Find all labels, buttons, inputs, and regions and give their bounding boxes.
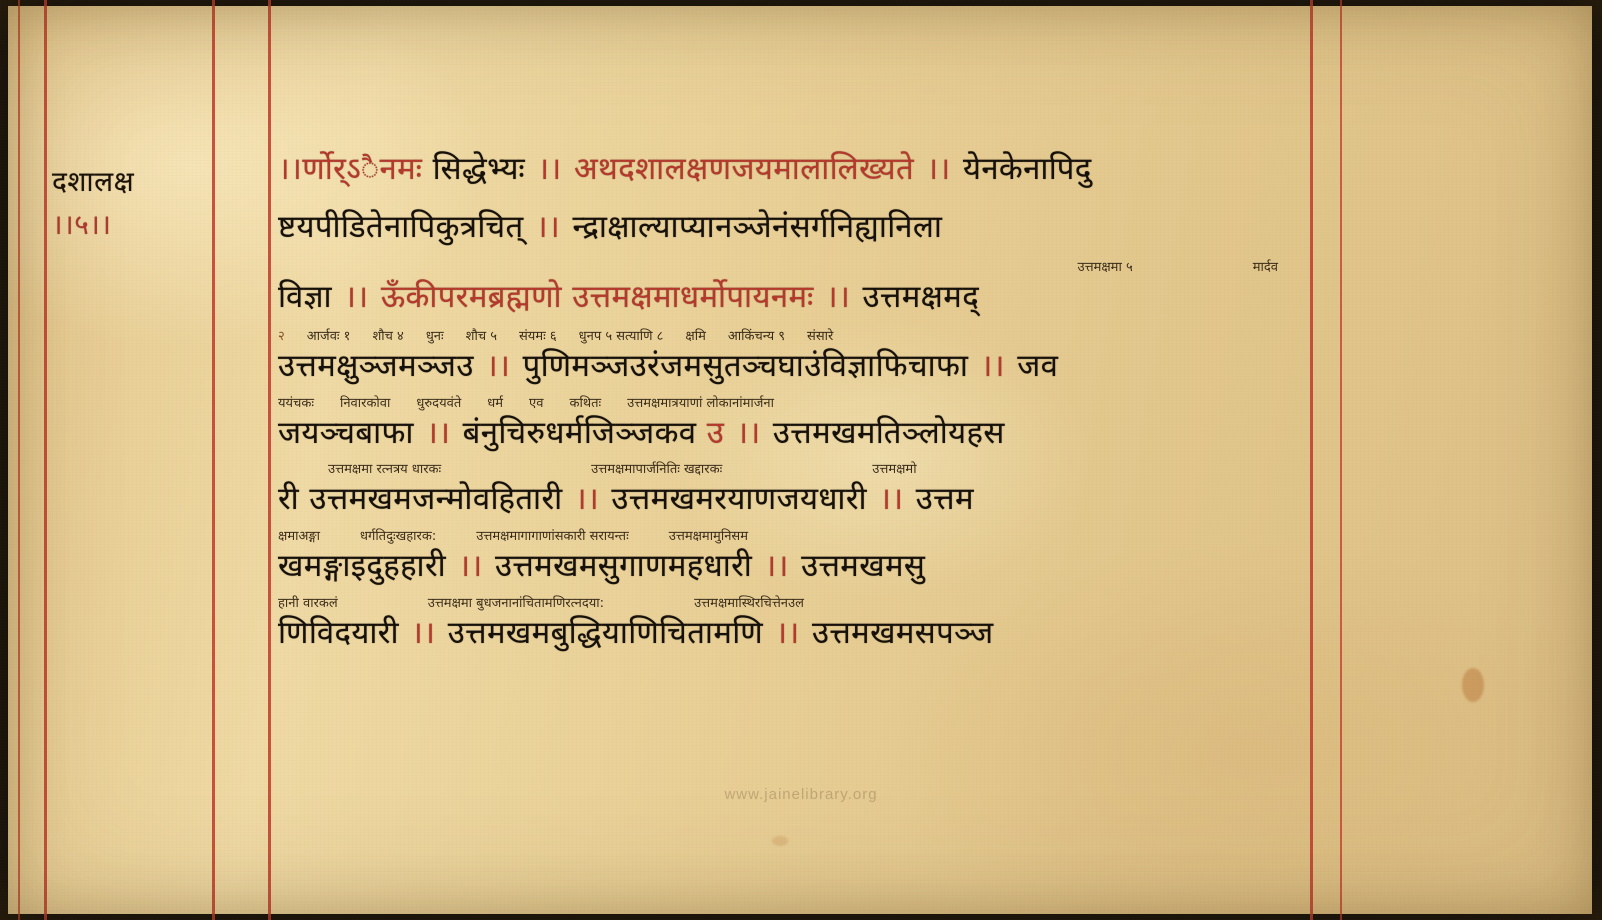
line-5-danda-2: ।। (736, 414, 761, 451)
gloss-item: संसारे (807, 329, 834, 345)
folio-number-label: दशालक्ष (52, 165, 135, 198)
manuscript-text-block (278, 150, 1308, 770)
line-6-seg-4: उत्तम (915, 481, 974, 518)
interlinear-gloss-row (278, 261, 1308, 278)
line-1-seg-4: येनकेनापिदु (962, 151, 1092, 187)
line-3-danda-1: ।। (344, 279, 369, 316)
folio-number-block (52, 160, 202, 247)
manuscript-line (278, 480, 1308, 520)
manuscript-line (278, 414, 1308, 454)
line-5-seg-2: बंनुचिरुधर्मजिञ्जकव (462, 414, 697, 451)
gloss-item: उत्तमक्षमापार्जनितिः खद्दारकः (591, 462, 723, 478)
line-8-danda-2: ।। (775, 614, 800, 651)
manuscript-line (278, 547, 1308, 587)
photo-edge-left (0, 0, 8, 920)
line-4-seg-1: उत्तमक्षुञ्जमञ्जउ (278, 348, 474, 385)
gloss-item: हानी वारकलं (278, 595, 338, 611)
line-8-seg-3: उत्तमखमसपञ्ज (811, 614, 994, 651)
gloss-item: उत्तमक्षमा बुधजनानांचितामणिरत्नदया: (427, 595, 605, 611)
line-1-danda-1: ।। (537, 151, 562, 187)
gloss-item: क्षमाअङ्गा (278, 529, 320, 545)
gloss-item: उत्तमक्षमो (872, 462, 917, 478)
gloss-item: आकिंचन्य ९ (727, 329, 786, 345)
line-2-danda-1: ।। (535, 208, 561, 245)
line-5-danda-1: ।। (426, 414, 451, 451)
gloss-item: धुरुदयवंते (416, 395, 462, 411)
folio-number-value: ।।५।। (52, 208, 112, 242)
line-6-seg-3: उत्तमखमरयाणजयधारी (611, 481, 867, 518)
gloss-item: शौच ५ (465, 329, 498, 345)
gloss-item: मार्दव (1252, 260, 1278, 276)
interlinear-gloss-row (278, 463, 1308, 480)
line-4-seg-3: जव (1017, 348, 1059, 385)
line-4-danda-2: ।। (980, 348, 1005, 385)
line-3-danda-2: ।। (825, 279, 851, 316)
photo-edge-right (1592, 0, 1602, 920)
margin-rule-5 (1310, 0, 1313, 920)
line-3-seg-1: विज्ञा (278, 279, 332, 316)
line-1-seg-1: ।।र्णोर्ऽैनमः (278, 151, 423, 187)
line-5-seg-3: उ (706, 414, 725, 451)
gloss-item: संयमः ६ (519, 329, 557, 345)
margin-rule-6 (1340, 0, 1342, 920)
line-8-seg-1: णिविदयारी (278, 614, 399, 651)
photo-edge-bottom (0, 914, 1602, 920)
gloss-item: एव (529, 395, 544, 411)
interlinear-gloss-row (278, 397, 1308, 414)
line-7-seg-3: उत्तमखमसु (801, 548, 926, 585)
watermark-text: www.jainelibrary.org (724, 786, 878, 803)
line-1-seg-2: सिद्धेभ्यः (432, 151, 526, 187)
line-2-seg-2: न्द्राक्षाल्याप्यानञ्जेनंसर्गनिह्यानिला (572, 208, 943, 245)
manuscript-line (278, 347, 1308, 387)
line-3-seg-2: ऊँकीपरमब्रह्मणो (380, 279, 562, 316)
gloss-item: निवारकोवा (339, 395, 391, 411)
line-7-danda-2: ।। (764, 548, 789, 585)
manuscript-line (278, 614, 1308, 654)
line-6-seg-1: री (278, 481, 300, 518)
line-1-seg-3: अथदशालक्षणजयमालालिख्यते (573, 151, 915, 187)
line-2-seg-1: ष्टयपीडितेनापिकुत्रचित् (278, 208, 524, 245)
manuscript-line (278, 150, 1308, 190)
line-4-danda-1: ।। (485, 348, 511, 385)
line-7-seg-2: उत्तमखमसुगाणमहधारी (494, 548, 753, 585)
line-7-danda-1: ।। (458, 548, 483, 585)
line-5-seg-4: उत्तमखमतिञ्लोयहस (772, 414, 1005, 451)
gloss-item: उत्तमक्षमामुनिसम (668, 529, 748, 545)
line-6-danda-2: ।। (879, 481, 904, 518)
line-6-danda-1: ।। (574, 481, 600, 518)
gloss-item: आर्जवः १ (306, 329, 351, 345)
line-3-seg-3: उत्तमक्षमाधर्मोपायनमः (572, 279, 814, 316)
gloss-item: धर्म (487, 395, 504, 411)
line-7-seg-1: खमङ्गाइदुहहारी (278, 548, 447, 585)
gloss-item: २ (278, 329, 285, 345)
gloss-item: धर्गतिदुःखहारक: (360, 529, 437, 545)
gloss-item: क्षमि (685, 329, 706, 345)
ink-stain-right (1462, 668, 1484, 702)
line-4-seg-2: पुणिमञ्जउरंजमसुतञ्चघाउंविज्ञाफिचाफा (522, 348, 969, 385)
line-5-seg-1: जयञ्चबाफा (278, 414, 414, 451)
margin-rule-2 (44, 0, 47, 920)
gloss-item: ययंचकः (278, 395, 314, 411)
gloss-item: कथितः (569, 395, 602, 411)
gloss-item: शौच ४ (372, 329, 404, 345)
ink-stain-bottom (772, 836, 788, 846)
manuscript-line (278, 208, 1308, 248)
gloss-item: उत्तमक्षमागागाणांसकारी सरायन्तः (476, 529, 629, 545)
interlinear-gloss-row (278, 597, 1308, 614)
margin-rule-1 (18, 0, 20, 920)
gloss-item: उत्तमक्षमास्थिरचित्तेनउल (694, 595, 804, 611)
gloss-item: धुनः (425, 329, 444, 345)
gloss-item: धुनप ५ सत्याणि ८ (578, 329, 664, 345)
gloss-item: उत्तमक्षमा ५ (1077, 260, 1133, 276)
interlinear-gloss-row (278, 330, 1308, 347)
line-1-danda-2: ।। (926, 151, 951, 187)
line-8-danda-1: ।। (411, 614, 436, 651)
line-8-seg-2: उत्तमखमबुद्धियाणिचितामणि (447, 614, 764, 651)
gloss-item: उत्तमक्षमात्रयाणां लोकानांमार्जना (627, 395, 774, 411)
interlinear-gloss-row (278, 530, 1308, 547)
photo-edge-top (0, 0, 1602, 6)
line-6-seg-2: उत्तमखमजन्मोवहितारी (309, 481, 563, 518)
gloss-item: उत्तमक्षमा रत्नत्रय धारकः (328, 462, 442, 478)
manuscript-line (278, 278, 1308, 318)
margin-rule-4 (268, 0, 271, 920)
line-3-seg-4: उत्तमक्षमद् (862, 279, 980, 316)
margin-rule-3 (212, 0, 215, 920)
